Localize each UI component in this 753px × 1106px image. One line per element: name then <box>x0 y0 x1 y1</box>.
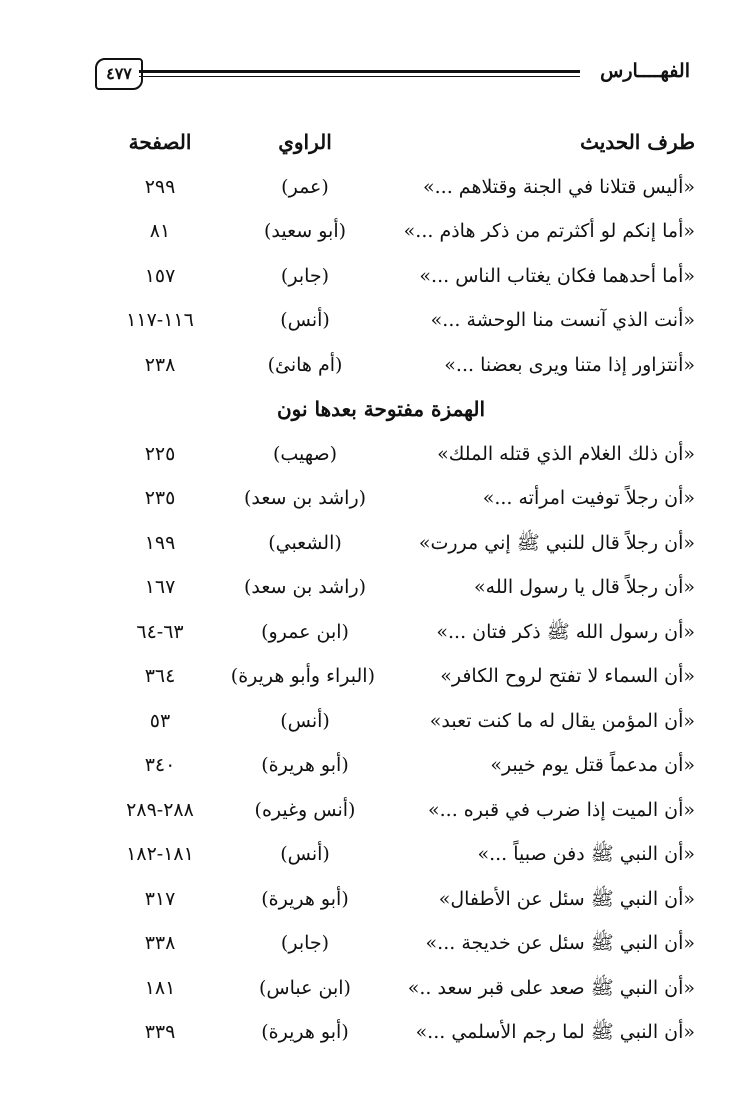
page-number: ٤٧٧ <box>95 58 143 90</box>
hadith-cell: «أن رجلاً توفيت امرأته ...» <box>482 487 695 509</box>
table-row <box>120 165 695 210</box>
page-cell: ١٦٧ <box>144 576 176 598</box>
group-one <box>120 165 695 388</box>
narrator-cell: (أنس) <box>280 709 330 732</box>
narrator-cell: (أبو هريرة) <box>261 1021 349 1043</box>
page-cell: ١٩٩ <box>144 531 176 554</box>
page-cell: ٢٨٨-٢٨٩ <box>126 798 194 821</box>
hadith-cell: «أن النبي ﷺ لما رجم الأسلمي ...» <box>415 1021 695 1043</box>
table-row <box>120 254 695 299</box>
page-cell: ٣٤٠ <box>144 754 176 776</box>
hadith-cell: «أن النبي ﷺ سئل عن خديجة ...» <box>425 932 695 954</box>
section-heading-text: الهمزة مفتوحة بعدها نون <box>276 397 485 421</box>
hadith-cell: «أنتزاور إذا متنا ويرى بعضنا ...» <box>444 353 695 376</box>
narrator-cell: (راشد بن سعد) <box>243 576 367 598</box>
running-header <box>95 58 690 96</box>
table-row <box>120 432 695 477</box>
narrator-cell: (أنس وغيره) <box>254 798 356 821</box>
table-row <box>120 788 695 833</box>
running-title: الفهــــارس <box>600 60 690 82</box>
hadith-cell: «أن النبي ﷺ دفن صبياً ...» <box>477 843 695 865</box>
table-row <box>120 521 695 566</box>
page-cell: ٦٣-٦٤ <box>136 620 184 643</box>
hadith-cell: «أن مدعماً قتل يوم خيبر» <box>490 754 695 776</box>
hadith-cell: «أنت الذي آنست منا الوحشة ...» <box>430 309 695 331</box>
narrator-cell: (الشعبي) <box>268 531 342 554</box>
narrator-cell: (جابر) <box>280 932 330 954</box>
hadith-cell: «أن السماء لا تفتح لروح الكافر» <box>440 665 695 687</box>
column-header-page: الصفحة <box>128 130 192 154</box>
narrator-cell: (أبو هريرة) <box>261 754 349 776</box>
table-row <box>120 966 695 1011</box>
hadith-index-table <box>120 120 695 1055</box>
page-cell: ٢٢٥ <box>144 442 176 465</box>
hadith-cell: «أن رجلاً قال للنبي ﷺ إني مررت» <box>418 531 695 554</box>
table-row <box>120 476 695 521</box>
page-cell: ٣٣٩ <box>144 1021 176 1043</box>
page-cell: ٣٦٤ <box>144 665 176 687</box>
hadith-cell: «أن رسول الله ﷺ ذكر فتان ...» <box>436 620 695 643</box>
hadith-cell: «أما أحدهما فكان يغتاب الناس ...» <box>419 264 695 287</box>
table-row <box>120 610 695 655</box>
page-cell: ٣٣٨ <box>144 932 176 954</box>
group-two <box>120 432 695 1055</box>
narrator-cell: (ابن عباس) <box>259 976 351 999</box>
header-rule-thin <box>139 76 580 77</box>
narrator-cell: (أم هانئ) <box>267 353 343 376</box>
narrator-cell: (أبو هريرة) <box>261 887 349 910</box>
table-row <box>120 699 695 744</box>
page-cell: ٢٣٨ <box>144 353 176 376</box>
table-row <box>120 654 695 699</box>
table-row <box>120 877 695 922</box>
hadith-cell: «أن المؤمن يقال له ما كنت تعبد» <box>429 709 695 732</box>
table-row <box>120 832 695 877</box>
narrator-cell: (أنس) <box>280 843 330 865</box>
page-cell: ٣١٧ <box>144 887 176 910</box>
hadith-cell: «أن الميت إذا ضرب في قبره ...» <box>428 798 695 821</box>
table-row <box>120 743 695 788</box>
narrator-cell: (أبو سعيد) <box>263 220 347 242</box>
table-row <box>120 343 695 388</box>
narrator-cell: (البراء وأبو هريرة) <box>230 665 375 687</box>
hadith-cell: «أن رجلاً قال يا رسول الله» <box>474 576 695 598</box>
table-row <box>120 1010 695 1055</box>
column-header-hadith: طرف الحديث <box>580 130 695 154</box>
page-cell: ١٨١ <box>144 976 176 999</box>
table-header-row <box>120 120 695 165</box>
page-cell: ٢٩٩ <box>144 175 176 198</box>
page-cell: ٥٣ <box>149 709 171 732</box>
header-rule <box>139 70 580 73</box>
hadith-cell: «أن النبي ﷺ سئل عن الأطفال» <box>438 887 695 910</box>
hadith-cell: «أما إنكم لو أكثرتم من ذكر هاذم ...» <box>403 220 695 242</box>
section-heading <box>120 387 695 432</box>
page-cell: ١٥٧ <box>144 264 176 287</box>
narrator-cell: (راشد بن سعد) <box>243 487 367 509</box>
table-row <box>120 921 695 966</box>
column-header-narrator: الراوي <box>278 130 332 154</box>
page-cell: ٢٣٥ <box>144 487 176 509</box>
hadith-cell: «أن ذلك الغلام الذي قتله الملك» <box>437 442 695 465</box>
page-cell: ١٨١-١٨٢ <box>126 843 194 865</box>
hadith-cell: «أن النبي ﷺ صعد على قبر سعد ..» <box>407 976 695 999</box>
page-cell: ١١٦-١١٧ <box>126 309 194 331</box>
hadith-cell: «أليس قتلانا في الجنة وقتلاهم ...» <box>423 175 695 198</box>
page-cell: ٨١ <box>149 220 171 242</box>
narrator-cell: (أنس) <box>280 309 330 331</box>
narrator-cell: (عمر) <box>281 175 329 198</box>
narrator-cell: (صهيب) <box>272 442 338 465</box>
table-row <box>120 209 695 254</box>
table-row <box>120 298 695 343</box>
narrator-cell: (ابن عمرو) <box>261 620 349 643</box>
table-row <box>120 565 695 610</box>
narrator-cell: (جابر) <box>280 264 330 287</box>
